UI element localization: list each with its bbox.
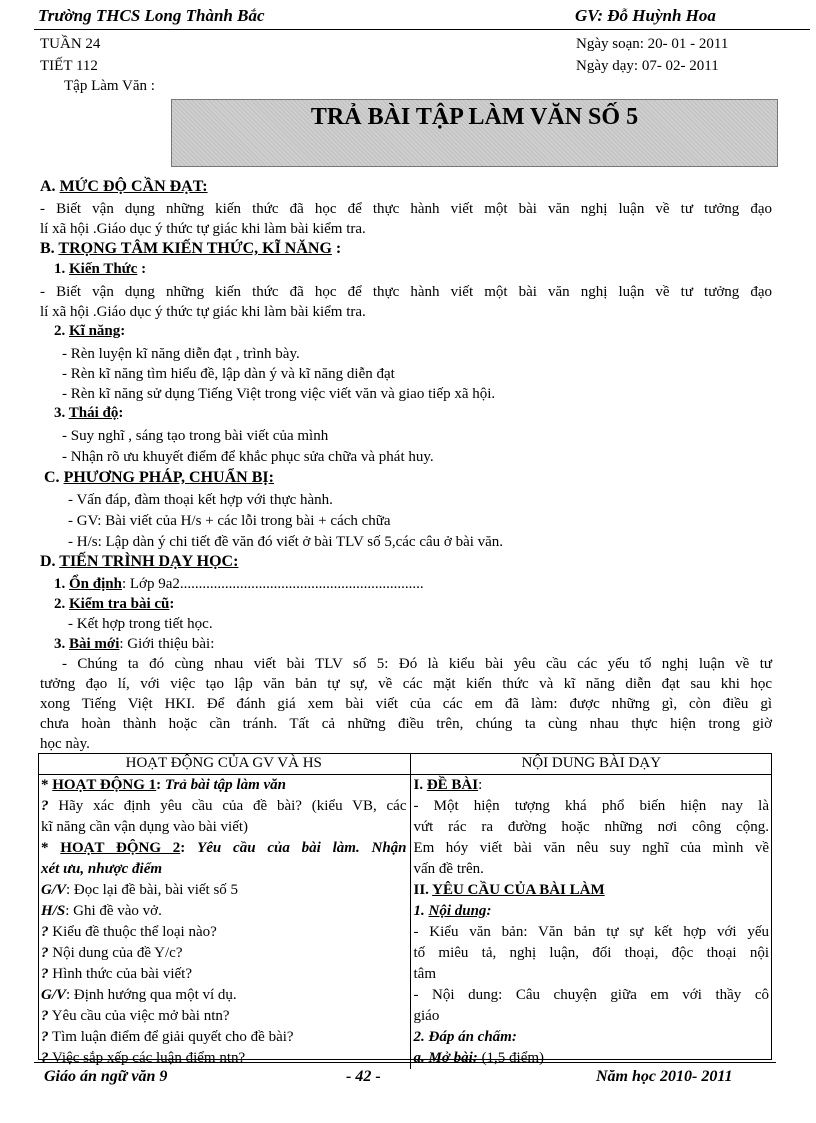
school-name: Trường THCS Long Thành Bắc bbox=[38, 6, 265, 25]
question-line: kĩ năng cần vận dụng vào bài viết) bbox=[41, 819, 249, 835]
date-taught: Ngày dạy: 07- 02- 2011 bbox=[576, 58, 719, 74]
page-number: - 42 - bbox=[346, 1068, 381, 1085]
section-a-heading: A. MỨC ĐỘ CẦN ĐẠT: bbox=[40, 178, 208, 195]
question-line: ? Nội dung của đề Y/c? bbox=[41, 945, 183, 961]
question-line: ? Việc sắp xếp các luận điểm ntn? bbox=[41, 1050, 246, 1066]
activities-cell bbox=[38, 775, 410, 1070]
teacher-name: GV: Đỗ Huỳnh Hoa bbox=[575, 6, 716, 25]
intro-paragraph-line: học này. bbox=[40, 736, 90, 752]
section-b2-heading: 2. Kĩ năng: bbox=[54, 323, 126, 339]
date-prepared: Ngày soạn: 20- 01 - 2011 bbox=[576, 36, 729, 52]
intro-paragraph-line: - Chúng ta đó cùng nhau viết bài TLV số 5: Đó là kiểu bài yêu cầu các yếu tố nghị luận về tư bbox=[62, 656, 772, 672]
footer-left: Giáo án ngữ văn 9 bbox=[44, 1068, 168, 1085]
table-header-activities: HOẠT ĐỘNG CỦA GV VÀ HS bbox=[38, 753, 410, 775]
period-label: TIẾT 112 bbox=[40, 58, 98, 74]
week-label: TUẦN 24 bbox=[40, 36, 101, 52]
section-c-heading: C. PHƯƠNG PHÁP, CHUẨN BỊ: bbox=[44, 469, 274, 486]
list-item: - Rèn luyện kĩ năng diễn đạt , trình bày. bbox=[62, 346, 300, 362]
list-item: - Rèn kĩ năng tìm hiểu đề, lập dàn ý và kĩ năng diễn đạt bbox=[62, 366, 395, 382]
intro-paragraph-line: tưởng đạo lí, với việc tạo lập văn bản tự sự, về các mặt kiến thức và kĩ năng diễn đạt sau khi học bbox=[40, 676, 772, 692]
content-line: tâm bbox=[413, 966, 436, 982]
title-banner bbox=[171, 99, 778, 167]
question-line: ? Yêu cầu của việc mở bài ntn? bbox=[41, 1008, 230, 1024]
subject-label: Tập Làm Văn : bbox=[64, 78, 155, 94]
exam-topic-line: vứt rác ra đường hoặc những nơi công cộng. bbox=[413, 819, 769, 835]
section-b-heading: B. TRỌNG TÂM KIẾN THỨC, KĨ NĂNG : bbox=[40, 240, 342, 257]
section-a-line: - Biết vận dụng những kiến thức đã học để thực hành viết một bài văn nghị luận về tư tưởng đạo bbox=[40, 201, 772, 217]
exam-topic-line: Em hóy viết bài văn nêu suy nghĩ của mình về bbox=[413, 840, 769, 856]
list-item: - Kết hợp trong tiết học. bbox=[68, 616, 213, 632]
content-cell bbox=[410, 775, 772, 1070]
content-line: - Kiểu văn bản: Văn bản tự sự kết hợp với yếu bbox=[413, 924, 769, 940]
lesson-table bbox=[38, 753, 772, 1069]
content-line: tố miêu tả, nghị luận, đối thoại, độc thoại nội bbox=[413, 945, 769, 961]
section-d3: 3. Bài mới: Giới thiệu bài: bbox=[54, 636, 215, 652]
list-item: - Nhận rõ ưu khuyết điểm để khắc phục sửa chữa và phát huy. bbox=[62, 449, 434, 465]
grading-key-heading: 2. Đáp án chấm: bbox=[413, 1029, 517, 1045]
section-d1: 1. Ổn định: Lớp 9a2................................................................. bbox=[54, 576, 424, 592]
activity-2-heading-cont: xét ưu, nhược điểm bbox=[41, 861, 163, 877]
question-line: ? Hãy xác định yêu cầu của đề bài? (kiểu VB, các bbox=[41, 798, 407, 814]
section-d2: 2. Kiểm tra bài cũ: bbox=[54, 596, 175, 612]
activity-1-heading: * HOẠT ĐỘNG 1: Trả bài tập làm văn bbox=[41, 777, 287, 793]
footer-right: Năm học 2010- 2011 bbox=[596, 1068, 733, 1085]
section-b1-heading: 1. Kiến Thức : bbox=[54, 261, 147, 277]
content-line: giáo bbox=[413, 1008, 440, 1024]
teacher-line: G/V: Đọc lại đề bài, bài viết số 5 bbox=[41, 882, 239, 898]
section-a-line: lí xã hội .Giáo dục ý thức tự giác khi làm bài kiểm tra. bbox=[40, 221, 366, 237]
section-b1-line: lí xã hội .Giáo dục ý thức tự giác khi làm bài kiểm tra. bbox=[40, 304, 366, 320]
list-item: - H/s: Lập dàn ý chi tiết đề văn đó viết ở bài TLV số 5,các câu ở bài văn. bbox=[68, 534, 504, 550]
intro-paragraph-line: chưa hoàn thành hoặc cần tránh. Tất cả những điều trên, chúng ta cùng nhau thực hiện trong giờ bbox=[40, 716, 772, 732]
exam-topic-line: vấn đề trên. bbox=[413, 861, 484, 877]
question-line: ? Tìm luận điểm để giải quyết cho đề bài? bbox=[41, 1029, 294, 1045]
activity-2-heading: * HOẠT ĐỘNG 2: Yêu cầu của bài làm. Nhận bbox=[41, 840, 407, 856]
question-line: ? Kiểu đề thuộc thể loại nào? bbox=[41, 924, 217, 940]
question-line: ? Hình thức của bài viết? bbox=[41, 966, 192, 982]
list-item: - Suy nghĩ , sáng tạo trong bài viết của mình bbox=[62, 428, 329, 444]
section-d-heading: D. TIẾN TRÌNH DẠY HỌC: bbox=[40, 553, 239, 570]
header-rule bbox=[34, 29, 810, 30]
list-item: - GV: Bài viết của H/s + các lỗi trong bài + cách chữa bbox=[68, 513, 391, 529]
section-b3-heading: 3. Thái độ: bbox=[54, 405, 124, 421]
student-line: H/S: Ghi đề vào vở. bbox=[41, 903, 162, 919]
list-item: - Vấn đáp, đàm thoại kết hợp với thực hành. bbox=[68, 492, 333, 508]
content-subheading: 1. Nội dung: bbox=[413, 903, 492, 919]
section-b1-line: - Biết vận dụng những kiến thức đã học để thực hành viết một bài văn nghị luận về tư tưởng đạo bbox=[40, 284, 772, 300]
intro-paragraph-line: xong Tiếng Việt HKI. Để đánh giá xem bài viết của các em đã làm: được những gì, còn điều gì bbox=[40, 696, 772, 712]
footer-rule bbox=[34, 1062, 776, 1063]
teacher-line: G/V: Định hướng qua một ví dụ. bbox=[41, 987, 237, 1003]
lesson-title: TRẢ BÀI TẬP LÀM VĂN SỐ 5 bbox=[310, 104, 639, 130]
requirements-heading: II. YÊU CẦU CỦA BÀI LÀM bbox=[413, 882, 605, 898]
exam-topic-line: - Một hiện tượng khá phổ biến hiện nay là bbox=[413, 798, 769, 814]
exam-topic-heading: I. ĐỀ BÀI: bbox=[413, 777, 483, 793]
table-header-content: NỘI DUNG BÀI DẠY bbox=[410, 753, 772, 775]
intro-grading: a. Mở bài: (1,5 điểm) bbox=[413, 1050, 545, 1066]
list-item: - Rèn kĩ năng sử dụng Tiếng Việt trong việc viết văn và giao tiếp xã hội. bbox=[62, 386, 496, 402]
content-line: - Nội dung: Câu chuyện giữa em với thầy cô bbox=[413, 987, 769, 1003]
